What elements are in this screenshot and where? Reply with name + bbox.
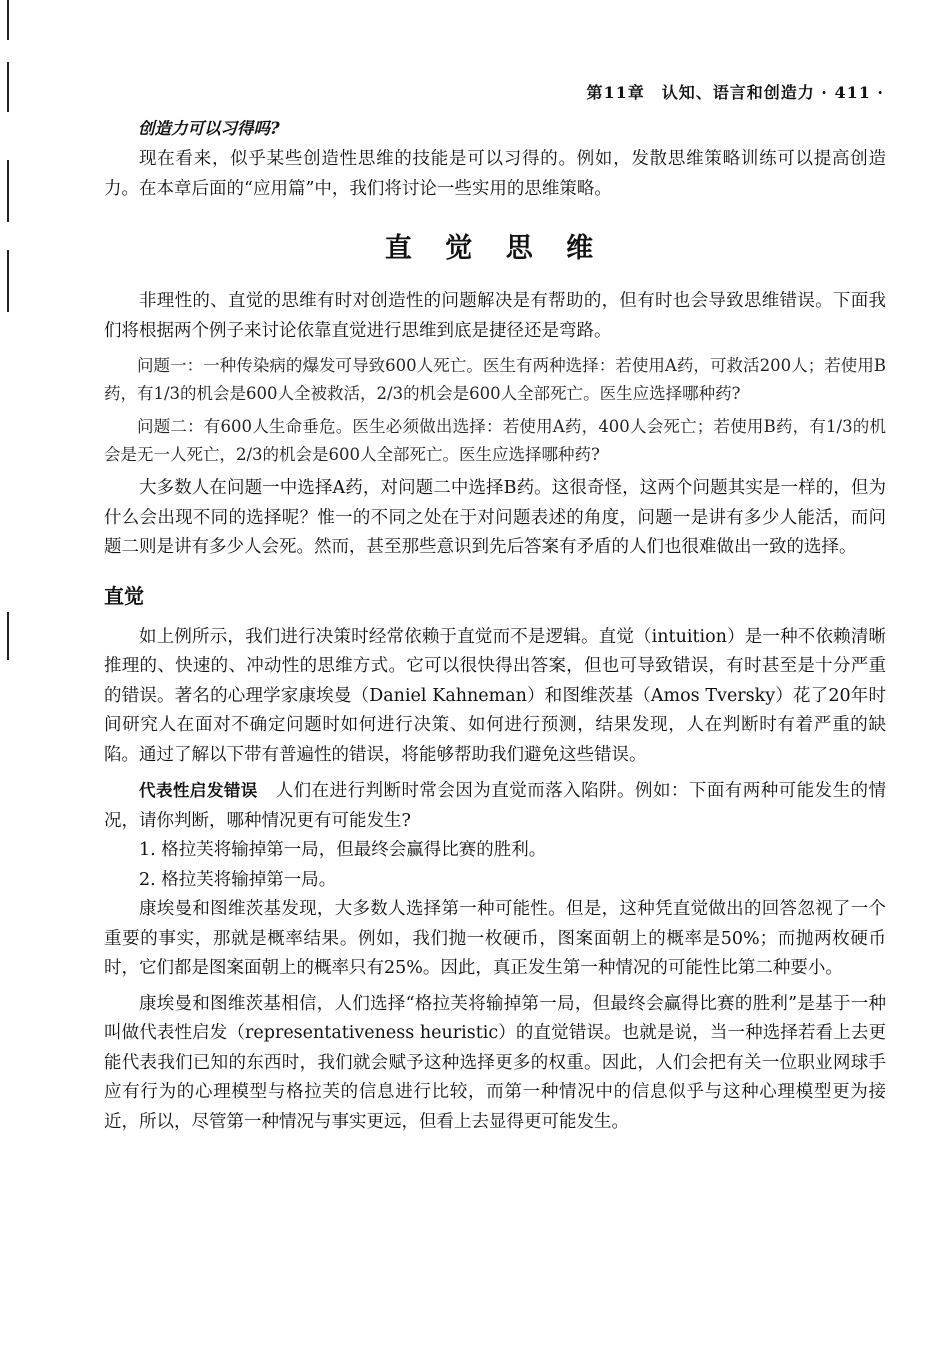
list-item: 1. 格拉芙将输掉第一局，但最终会赢得比赛的胜利。 (139, 840, 547, 860)
paragraph: 康埃曼和图维茨基发现，大多数人选择第一种可能性。但是，这种凭直觉做出的回答忽视了一个重要的事实，那就是概率结果。例如，我们抛一枚硬币，图案面朝上的概率是50%；而抛两枚硬币时，它们都是图案面朝上的概率只有25%。因此，真正发生第一种情况的可能性比第二种要小。 (104, 899, 886, 978)
paragraph (104, 776, 886, 836)
paragraph: 非理性的、直觉的思维有时对创造性的问题解决是有帮助的，但有时也会导致思维错误。下面我们将根据两个例子来讨论依靠直觉进行思维到底是捷径还是弯路。 (104, 291, 886, 341)
problem-one: 问题一：一种传染病的爆发可导致600人死亡。医生有两种选择：若使用A药，可救活200人；若使用B药，有1/3的机会是600人全被救活，2/3的机会是600人全部死亡。医生应选择哪种药? (104, 356, 886, 403)
subheading-creativity: 创造力可以习得吗? (138, 119, 280, 138)
paragraph: 如上例所示，我们进行决策时经常依赖于直觉而不是逻辑。直觉（intuition）是一种不依赖清晰推理的、快速的、冲动性的思维方式。它可以很快得出答案，但也可导致错误，有时甚至是十分严重的错误。著名的心理学家康埃曼（Daniel Kahneman）和图维茨基（Amos Tversky）花了20年时间研究人在面对不确定问题时如何进行决策、如何进行预测，结果发现，人在判断时有着严重的缺陷。通过了解以下带有普遍性的错误，将能够帮助我们避免这些错误。 (104, 626, 886, 765)
heading-intuition: 直觉 (104, 583, 144, 608)
problem-two: 问题二：有600人生命垂危。医生必须做出选择：若使用A药，400人会死亡；若使用B药，有1/3的机会是无一人死亡，2/3的机会是600人全部死亡。医生应选择哪种药? (104, 417, 886, 464)
scan-edge-mark (7, 62, 9, 112)
paragraph: 康埃曼和图维茨基相信，人们选择“格拉芙将输掉第一局，但最终会赢得比赛的胜利”是基于一种叫做代表性启发（representativeness heuristic）的直觉错误。也就是说，当一种选择若看上去更能代表我们已知的东西时，我们就会赋予这种选择更多的权重。因此，人们会把有关一位职业网球手应有行为的心理模型与格拉芙的信息进行比较，而第一种情况中的信息似乎与这种心理模型更为接近，所以，尽管第一种情况与事实更远，但看上去显得更可能发生。 (104, 993, 886, 1132)
scan-edge-mark (7, 0, 9, 40)
scan-edge-mark (7, 160, 9, 222)
scan-edge-mark (7, 250, 9, 312)
lead-term: 代表性启发错误 (139, 781, 258, 800)
paragraph-text: 人们在进行判断时常会因为直觉而落入陷阱。例如：下面有两种可能发生的情况，请你判断，哪种情况更有可能发生? (104, 781, 887, 831)
section-title: 直 觉 思 维 (384, 233, 606, 264)
running-head: 第11章 认知、语言和创造力 · 411 · (586, 83, 884, 102)
scan-edge-mark (7, 612, 9, 660)
paragraph: 大多数人在问题一中选择A药，对问题二中选择B药。这很奇怪，这两个问题其实是一样的，但为什么会出现不同的选择呢？惟一的不同之处在于对问题表述的角度，问题一是讲有多少人能活，而问题二则是讲有多少人会死。然而，甚至那些意识到先后答案有矛盾的人们也很难做出一致的选择。 (104, 478, 886, 557)
list-item: 2. 格拉芙将输掉第一局。 (139, 869, 337, 890)
page-content (104, 116, 886, 1137)
paragraph: 现在看来，似乎某些创造性思维的技能是可以习得的。例如，发散思维策略训练可以提高创造力。在本章后面的“应用篇”中，我们将讨论一些实用的思维策略。 (104, 149, 886, 199)
